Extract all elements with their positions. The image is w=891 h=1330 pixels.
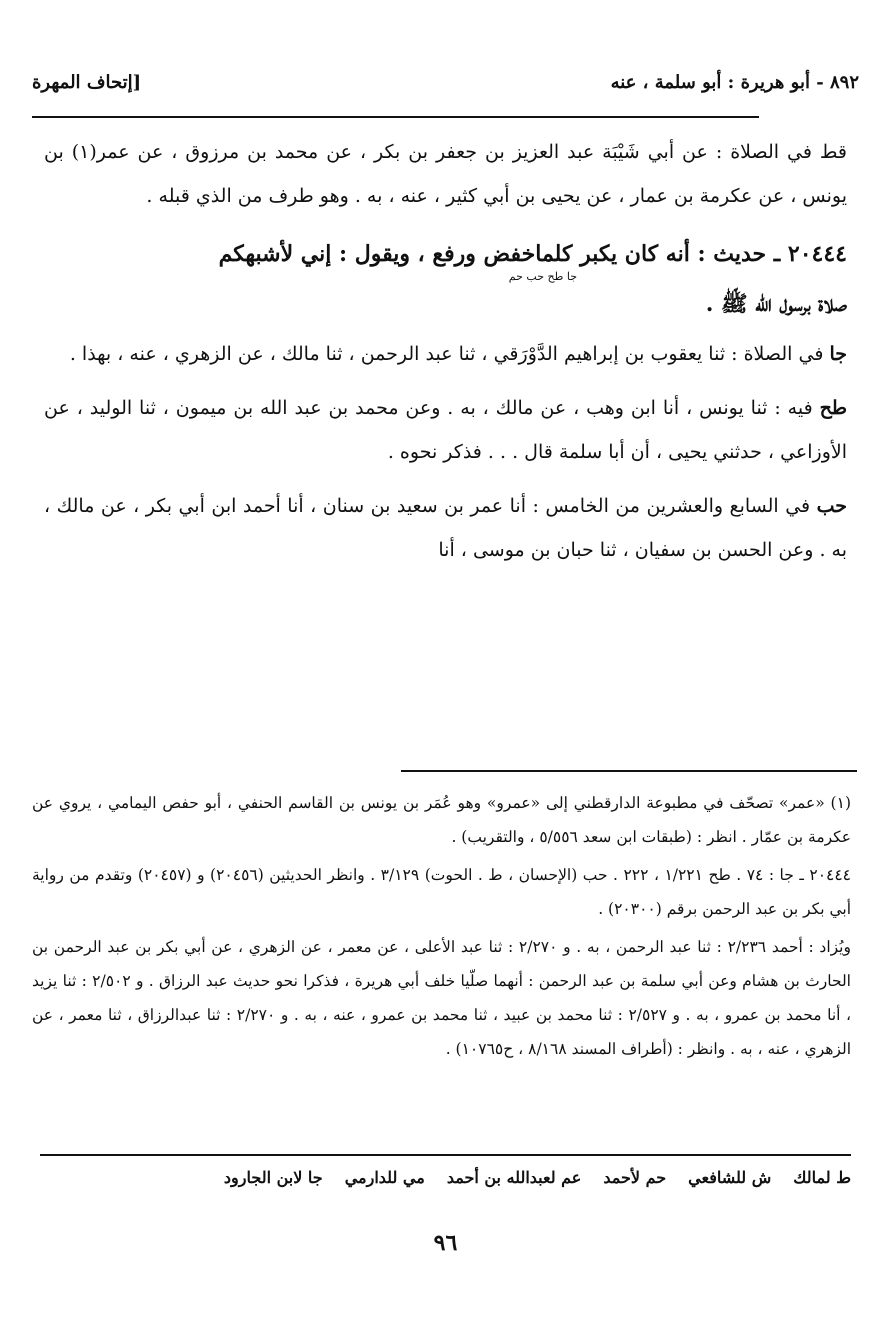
- footnote-additions: ويُزاد : أحمد ٢/٢٣٦ : ثنا عبد الرحمن ، به . و ٢/٢٧٠ : ثنا عبد الأعلى ، عن معمر ، عن الزهري ، عن أبي بكر بن عبد الرحمن بن الحارث بن هشام وعن أبي سلمة بن عبد الرحمن : أنهما صلّيا خلف أبي هريرة ، فذكرا نحو حديث عبد الرزاق . و ٢/٥٠٢ : ثنا يزيد ، أنا محمد بن عمرو ، به . و ٢/٥٢٧ : ثنا محمد بن عبيد ، ثنا محمد بن عمرو ، عنه ، به . و ٢/٢٧٠ : ثنا عبدالرزاق ، ثنا معمر ، عن الزهري ، عنه ، به . وانظر : (أطراف المسند ٨/١٦٨ ، ح١٠٧٦٥) .: [32, 938, 851, 1058]
- source-siglum: جا: [829, 343, 847, 365]
- key-item: ط لمالك: [793, 1168, 851, 1187]
- hadith-text-end: صلاة برسول الله ﷺ .: [705, 291, 847, 317]
- running-header: [32, 64, 859, 100]
- key-item: جا لابن الجارود: [223, 1168, 323, 1187]
- paragraph-th: [44, 386, 847, 474]
- footnote-1: (١) «عمر» تصحّف في مطبوعة الدارقطني إلى «عمرو» وهو عُمَر بن يونس بن القاسم الحنفي ، أبو حفص اليمامي ، يروي عن عكرمة بن عمّار . انظر : (طبقات ابن سعد ٥/٥٥٦ ، والتقريب) .: [32, 794, 851, 846]
- paragraph-qt: قط في الصلاة : عن أبي شَيْبَة عبد العزيز بن جعفر بن بكر ، عن محمد بن مرزوق ، عن عمر(١) بن يونس ، عن عكرمة بن عمار ، عن يحيى بن أبي كثير ، عنه ، به . وهو طرف من الذي قبله .: [44, 141, 847, 207]
- source-siglum: حب: [816, 495, 847, 517]
- key-item: مي للدارمي: [344, 1168, 425, 1187]
- key-item: حم لأحمد: [603, 1168, 667, 1187]
- key-item: ش للشافعي: [688, 1168, 772, 1187]
- main-text: [44, 130, 847, 582]
- header-rule: [32, 116, 759, 118]
- key-rule: [40, 1154, 851, 1156]
- header-chapter-title: ٨٩٢ - أبو هريرة : أبو سلمة ، عنه: [610, 71, 859, 93]
- paragraph-ja: [44, 332, 847, 376]
- footnotes: [32, 786, 851, 1070]
- abbreviation-key: [32, 1168, 851, 1198]
- key-item: عم لعبدالله بن أحمد: [446, 1168, 582, 1187]
- hadith-heading: [44, 234, 847, 324]
- hadith-text: ـ حديث : أنه كان يكبر كلماخفض ورفع ، ويقول : إني لأشبهكم: [218, 241, 781, 267]
- source-siglum: طح: [819, 397, 848, 419]
- paragraph-hb: [44, 484, 847, 572]
- hadith-number: ٢٠٤٤٤: [787, 241, 847, 267]
- header-book-title: [إتحاف المهرة: [32, 71, 142, 93]
- page-number: ٩٦: [433, 1230, 458, 1256]
- footnote-rule: [401, 770, 857, 772]
- paragraph-text: في السابع والعشرين من الخامس : أنا عمر بن سعيد بن سنان ، أنا أحمد ابن أبي بكر ، عن مالك ، به . وعن الحسن بن سفيان ، ثنا حبان بن موسى ، أنا: [44, 495, 847, 561]
- hadith-sources-sigla: جا طح حب حم: [508, 270, 577, 283]
- paragraph-text: فيه : ثنا يونس ، أنا ابن وهب ، عن مالك ، به . وعن محمد بن عبد الله بن ميمون ، ثنا الوليد ، عن الأوزاعي ، حدثني يحيى ، أن أبا سلمة قال . . . فذكر نحوه .: [44, 397, 847, 463]
- footnote-hadith-sources: ٢٠٤٤٤ ـ جا : ٧٤ . طح ١/٢٢١ ، ٢٢٢ . حب (الإحسان ، ط . الحوت) ٣/١٢٩ . وانظر الحديثين (٢٠٤٥٦) و (٢٠٤٥٧) وتقدم من رواية أبي بكر بن عبد الرحمن برقم (٢٠٣٠٠) .: [32, 866, 852, 918]
- paragraph-text: في الصلاة : ثنا يعقوب بن إبراهيم الدَّوْرَقي ، ثنا عبد الرحمن ، ثنا مالك ، عن الزهري ، عنه ، بهذا .: [69, 343, 824, 365]
